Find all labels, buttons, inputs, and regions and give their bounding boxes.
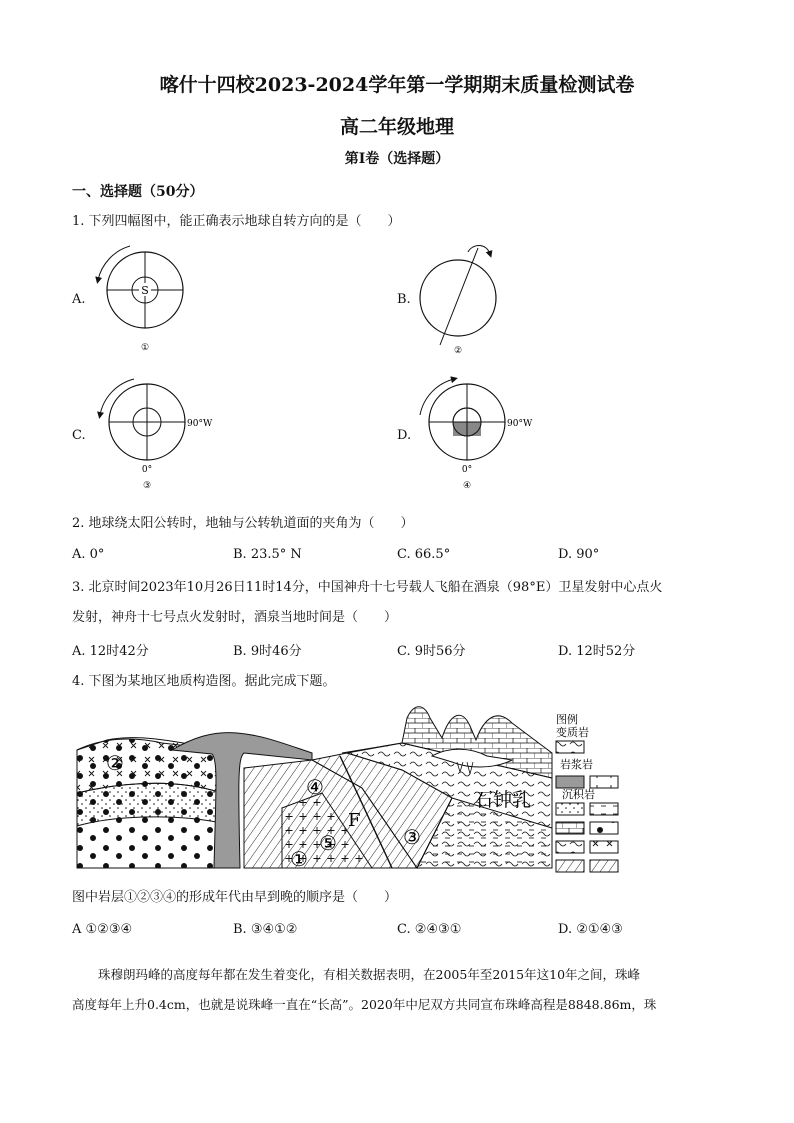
volume-title: 第Ⅰ卷（选择题） xyxy=(344,151,450,167)
q4-question: 图中岩层①②③④的形成年代由早到晚的顺序是（ ） xyxy=(72,890,398,905)
svg-text:90°W: 90°W xyxy=(187,419,213,429)
exam-subtitle: 高二年级地理 xyxy=(339,116,454,138)
q1-stem: 1. 下列四幅图中，能正确表示地球自转方向的是（ ） xyxy=(72,214,401,229)
legend-sedimentary: 沉积岩 xyxy=(562,788,595,801)
q1-option-a[interactable]: A. xyxy=(72,292,86,307)
q3-option-b[interactable]: B. 9时46分 xyxy=(233,644,302,659)
svg-text:0°: 0° xyxy=(461,465,473,475)
q2-option-d[interactable]: D. 90° xyxy=(558,547,600,562)
figure-2-axis xyxy=(410,240,520,360)
q3-stem-line1: 3. 北京时间2023年10月26日11时14分，中国神舟十七号载人飞船在酒泉（98°E）卫星发射中心点火 xyxy=(72,580,663,595)
q2-stem: 2. 地球绕太阳公转时，地轴与公转轨道面的夹角为（ ） xyxy=(72,516,414,531)
rotation-arrow-icon xyxy=(98,246,130,280)
svg-text:④: ④ xyxy=(462,481,472,491)
figure-4 xyxy=(410,375,550,500)
q3-option-a[interactable]: A. 12时42分 xyxy=(72,644,149,659)
fault-label: F xyxy=(348,810,361,831)
legend-metamorphic: 变质岩 xyxy=(556,726,589,739)
q2-option-c[interactable]: C. 66.5° xyxy=(397,547,451,562)
q3-option-d[interactable]: D. 12时52分 xyxy=(558,644,636,659)
q3-stem-line2: 发射，神舟十七号点火发射时，酒泉当地时间是（ ） xyxy=(72,610,398,625)
svg-text:0°: 0° xyxy=(141,465,153,475)
q4-option-d[interactable]: D. ②①④③ xyxy=(558,922,623,937)
layer-1-label: ① xyxy=(290,847,308,871)
svg-text:②: ② xyxy=(453,346,463,356)
svg-text:①: ① xyxy=(140,343,150,353)
q1-option-d[interactable]: D. xyxy=(397,428,412,443)
passage-line1: 珠穆朗玛峰的高度每年都在发生着变化，有相关数据表明，在2005年至2015年这10年之间，珠峰 xyxy=(98,967,641,982)
figure-1-south-pole xyxy=(90,240,200,360)
figure-3 xyxy=(90,375,230,500)
svg-text:③: ③ xyxy=(142,481,152,491)
section-heading: 一、选择题（50分） xyxy=(72,184,204,200)
q2-option-a[interactable]: A. 0° xyxy=(72,547,105,562)
q4-option-b[interactable]: B. ③④①② xyxy=(233,922,298,937)
geologic-structure-map xyxy=(72,698,622,878)
south-label: S xyxy=(141,284,149,297)
rotation-arrow-icon xyxy=(468,246,490,255)
q1-option-b[interactable]: B. xyxy=(397,292,411,307)
rotation-arrow-icon xyxy=(100,379,134,415)
legend-igneous: 岩浆岩 xyxy=(560,758,593,771)
q4-option-a[interactable]: A ①②③④ xyxy=(72,922,133,937)
legend-title: 图例 xyxy=(556,713,578,726)
layer-4-label: ④ xyxy=(306,775,324,799)
layer-3-label: ③ xyxy=(403,825,421,849)
rotation-arrow-icon xyxy=(420,379,454,415)
q4-stem: 4. 下图为某地区地质构造图。据此完成下题。 xyxy=(72,674,336,689)
layer-5-label: ⑤ xyxy=(319,831,337,855)
stalactite-label: 石钟乳 xyxy=(474,789,532,811)
svg-text:90°W: 90°W xyxy=(507,419,533,429)
passage-line2: 高度每年上升0.4cm，也就是说珠峰一直在“长高”。2020年中尼双方共同宣布珠峰高程是8848.86m，珠 xyxy=(72,997,657,1012)
q4-option-c[interactable]: C. ②④③① xyxy=(397,922,462,937)
q3-option-c[interactable]: C. 9时56分 xyxy=(397,644,466,659)
q1-option-c[interactable]: C. xyxy=(72,428,86,443)
exam-title: 喀什十四校2023-2024学年第一学期期末质量检测试卷 xyxy=(159,74,635,96)
layer-2-label: ② xyxy=(106,751,124,775)
q2-option-b[interactable]: B. 23.5° N xyxy=(233,547,302,562)
